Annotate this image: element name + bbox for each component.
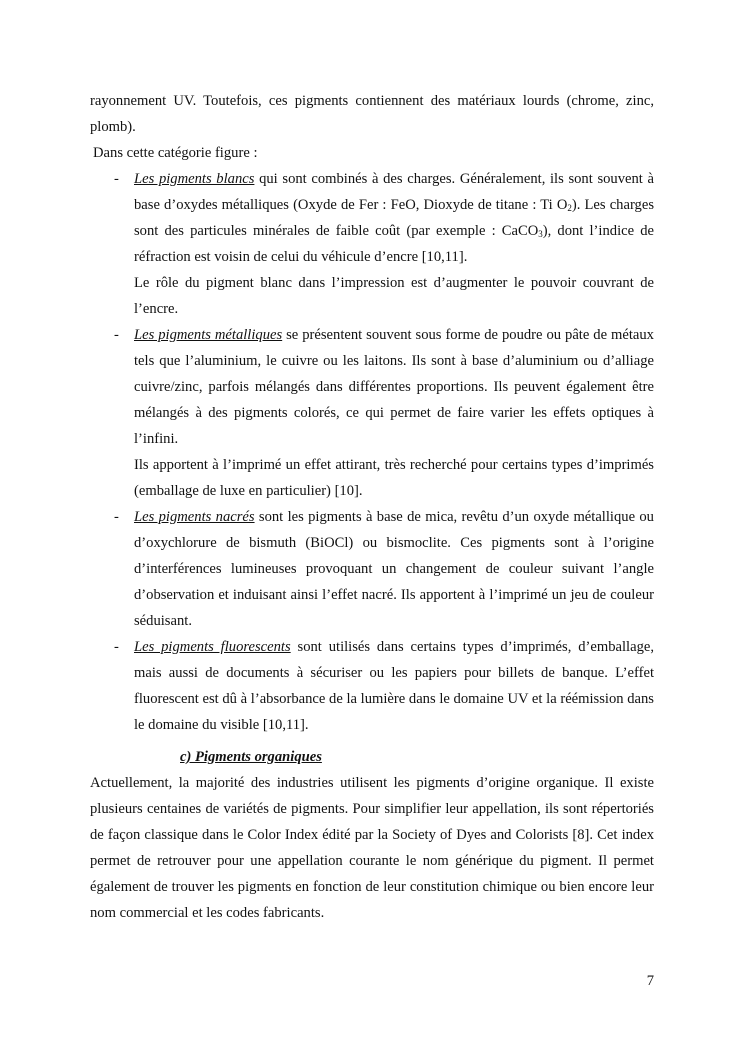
list-item-text [134,322,654,452]
subscript-2: 2 [567,203,572,213]
term-white-pigments: Les pigments blancs [134,171,255,187]
bullet-dash: - [114,171,119,187]
list-item-text [134,166,654,270]
subscript-3: 3 [538,229,543,239]
section-heading: c) Pigments organiques [180,749,322,765]
metallic-pigments-continuation: Ils apportent à l’imprimé un effet attirant, très recherché pour certains types d’imprimés (emballage de luxe en particulier) [10]. [134,457,654,499]
category-intro: Dans cette catégorie figure : [93,145,258,161]
bullet-dash: - [114,327,119,343]
pearlescent-pigments-text: sont les pigments à base de mica, revêtu d’un oxyde métallique ou d’oxychlorure de bismuth (BiOCl) ou bismoclite. Ces pigments sont à l’origine d’interférences lumineuses provoquant un changement de couleur suivant l’angle d’observation et induisant ainsi l’effet nacré. Ils apportent à l’imprimé un jeu de couleur séduisant. [134,509,654,629]
list-item-text [134,634,654,738]
list-item [90,504,654,634]
bullet-dash: - [114,639,119,655]
list-item-text [134,504,654,634]
list-item [90,322,654,452]
intro-paragraph: rayonnement UV. Toutefois, ces pigments contiennent des matériaux lourds (chrome, zinc, plomb). [90,93,654,135]
white-pigments-continuation: Le rôle du pigment blanc dans l’impression est d’augmenter le pouvoir couvrant de l’encre. [134,275,654,317]
list-item [90,634,654,738]
section-paragraph: Actuellement, la majorité des industries utilisent les pigments d’origine organique. Il existe plusieurs centaines de variétés de pigments. Pour simplifier leur appellation, ils sont répertoriés de façon classique dans le Color Index édité par la Society of Dyes and Colorists [8]. Cet index permet de retrouver pour une appellation courante le nom générique du pigment. Il permet également de trouver les pigments en fonction de leur constitution chimique ou bien encore leur nom commercial et les codes fabricants. [90,775,654,921]
fluorescent-pigments-text: sont utilisés dans certains types d’imprimés, d’emballage, mais aussi de documents à sécuriser ou les papiers pour billets de banque. L’effet fluorescent est dû à l’absorbance de la lumière dans le domaine UV et la réémission dans le domaine du visible [10,11]. [134,639,654,733]
page-number: 7 [646,973,654,989]
metallic-pigments-text: se présentent souvent sous forme de poudre ou pâte de métaux tels que l’aluminium, le cuivre ou les laitons. Ils sont à base d’aluminium ou d’alliage cuivre/zinc, parfois mélangés dans différentes proportions. Ils peuvent également être mélangés à des pigments colorés, ce qui permet de faire varier les effets optiques à l’infini. [134,327,654,447]
white-pigments-text-1: qui sont combinés à des charges. Généralement, ils sont souvent à base d’oxydes métalliques (Oxyde de Fer : FeO, Dioxyde de titane : Ti O [134,171,654,213]
term-metallic-pigments: Les pigments métalliques [134,327,283,343]
list-item [90,166,654,270]
bullet-dash: - [114,509,119,525]
term-fluorescent-pigments: Les pigments fluorescents [134,639,291,655]
page-content [90,88,654,926]
white-pigments-text-3: ), dont l’indice de réfraction est voisin de celui du véhicule d’encre [10,11]. [134,223,654,265]
white-pigments-text-2: ). Les charges sont des particules minérales de faible coût (par exemple : CaCO [134,197,655,239]
term-pearlescent-pigments: Les pigments nacrés [134,509,255,525]
